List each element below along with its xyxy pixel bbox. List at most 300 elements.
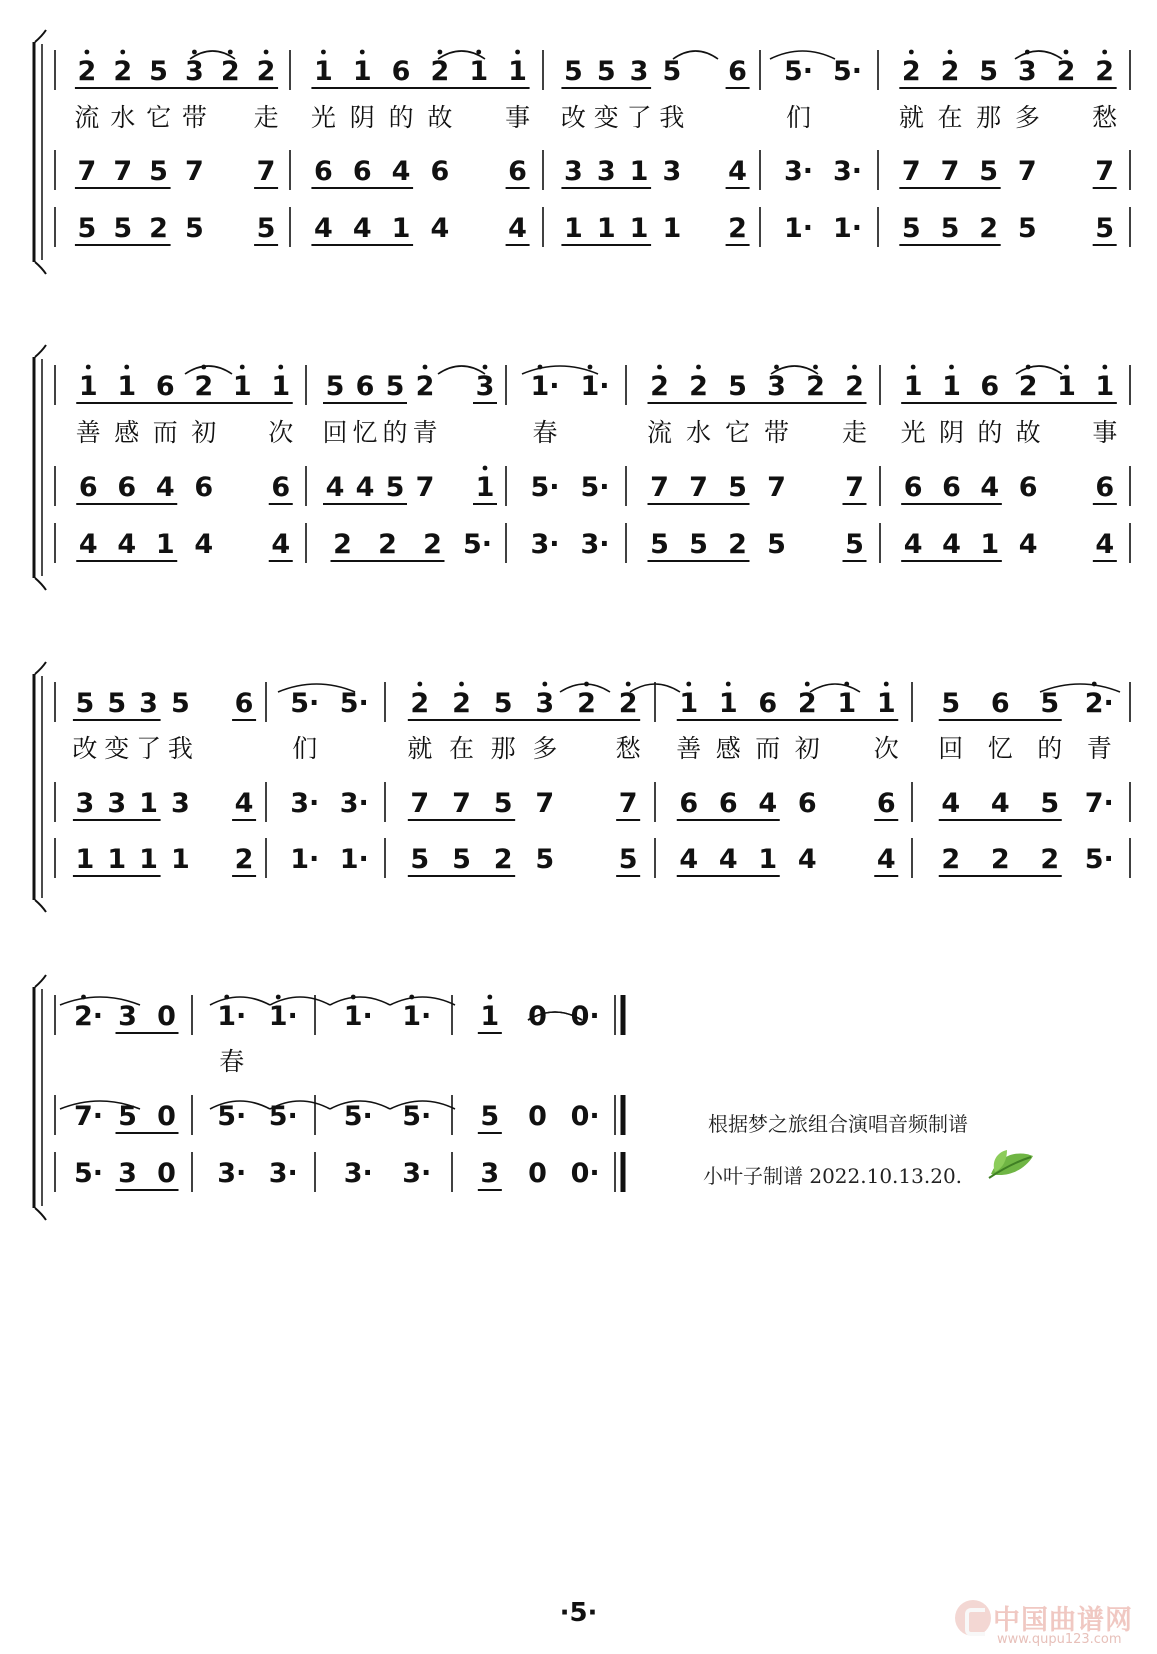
note: 1 (139, 844, 158, 875)
note: 5 (1095, 213, 1115, 244)
note: 5 (689, 529, 708, 560)
note: 5 (385, 472, 405, 503)
note: 2 (493, 844, 513, 875)
high-octave-dot (813, 365, 818, 370)
note: 0 (157, 1158, 176, 1189)
high-octave-dot (487, 995, 492, 1000)
note: 5 (185, 213, 204, 244)
note: 7· (1084, 788, 1114, 819)
note: 1 (171, 844, 190, 875)
note: 5 (118, 1101, 137, 1132)
note: 2 (1040, 844, 1060, 875)
note: 4 (758, 788, 778, 819)
note: 5 (113, 213, 133, 244)
note: 6 (990, 688, 1010, 719)
note: 3· (832, 156, 863, 187)
note: 6 (1018, 472, 1038, 503)
note: 5 (979, 156, 999, 187)
note: 5 (325, 371, 345, 402)
note: 4 (1018, 529, 1038, 560)
note: 2 (979, 213, 999, 244)
note: 2 (728, 529, 747, 560)
high-octave-dot (85, 50, 90, 55)
lyric-char: 愁 (1092, 103, 1118, 132)
note: 3· (530, 529, 560, 560)
note: 7 (618, 788, 638, 819)
note: 7 (113, 156, 133, 187)
note: 1 (469, 56, 489, 87)
note: 5 (979, 56, 999, 87)
note: 6 (758, 688, 778, 719)
lyric-char: 带 (181, 103, 207, 132)
lyric-char: 回 (322, 418, 348, 447)
high-octave-dot (949, 365, 954, 370)
note: 4 (876, 844, 896, 875)
note: 3· (343, 1158, 373, 1189)
high-octave-dot (852, 365, 857, 370)
note: 1 (629, 156, 649, 187)
high-octave-dot (423, 365, 428, 370)
lyric-char: 春 (532, 418, 558, 447)
note: 1· (268, 1001, 298, 1032)
bracket-hook (35, 975, 46, 987)
note: 5 (452, 844, 471, 875)
high-octave-dot (483, 466, 488, 471)
note: 3 (535, 688, 555, 719)
note: 5 (410, 844, 430, 875)
note: 5 (149, 156, 168, 187)
note: 1 (78, 371, 98, 402)
note: 5 (149, 56, 168, 87)
note: 5 (650, 529, 669, 560)
high-octave-dot (588, 365, 593, 370)
high-octave-dot (911, 365, 916, 370)
note: 6 (903, 472, 923, 503)
note: 2 (220, 56, 240, 87)
lyric-char: 光 (310, 103, 336, 132)
note: 4 (980, 472, 1000, 503)
high-octave-dot (1102, 365, 1107, 370)
lyric-char: 的 (382, 418, 408, 447)
note: 3· (580, 529, 610, 560)
note: 3 (1017, 56, 1037, 87)
note: 1· (530, 371, 560, 402)
lyric-char: 变 (104, 734, 130, 763)
note: 0 (528, 1101, 547, 1132)
note: 3· (783, 156, 814, 187)
lyric-char: 事 (505, 103, 531, 132)
note: 3· (402, 1158, 432, 1189)
lyric-char: 水 (110, 103, 136, 132)
note: 3 (118, 1158, 137, 1189)
lyric-char: 次 (873, 734, 899, 763)
lyric-char: 它 (724, 418, 751, 447)
lyric-char: 了 (626, 103, 652, 132)
note: 5 (480, 1101, 500, 1132)
lyric-char: 初 (794, 734, 820, 763)
note: 6 (718, 788, 738, 819)
note: 5 (618, 844, 638, 875)
note: 2· (1084, 688, 1114, 719)
note: 5 (535, 844, 555, 875)
note: 2 (901, 56, 921, 87)
note: 1· (217, 1001, 247, 1032)
note: 5 (77, 213, 97, 244)
note: 4 (194, 529, 214, 560)
note: 7 (452, 788, 471, 819)
note: 5 (256, 213, 276, 244)
note: 5· (1084, 844, 1114, 875)
note: 3 (171, 788, 190, 819)
note: 4 (990, 788, 1010, 819)
note: 5 (1017, 213, 1037, 244)
note: 1 (903, 371, 923, 402)
note: 6 (352, 156, 372, 187)
lyric-char: 初 (191, 418, 217, 447)
note: 5 (1040, 788, 1060, 819)
bracket-hook (35, 262, 46, 274)
note: 4 (271, 529, 291, 560)
high-octave-dot (626, 682, 631, 687)
lyric-char: 就 (407, 734, 433, 763)
note: 7 (901, 156, 921, 187)
note: 6 (430, 156, 450, 187)
watermark (955, 1598, 1155, 1650)
note: 2 (77, 56, 97, 87)
note: 6 (980, 371, 1000, 402)
lyric-char: 的 (1037, 734, 1063, 763)
note: 6 (797, 788, 817, 819)
note: 1 (942, 371, 961, 402)
high-octave-dot (438, 50, 443, 55)
note: 2 (618, 688, 638, 719)
note: 4 (679, 844, 699, 875)
note: 3 (475, 371, 495, 402)
note: 7 (940, 156, 960, 187)
note: 1 (475, 472, 495, 503)
note: 1 (314, 56, 333, 87)
high-octave-dot (120, 50, 125, 55)
note: 5 (493, 688, 513, 719)
note: 7 (77, 156, 97, 187)
high-octave-dot (948, 50, 953, 55)
note: 2 (113, 56, 133, 87)
note: 1 (232, 371, 252, 402)
note: 7 (1095, 156, 1115, 187)
note: 3 (596, 156, 616, 187)
note: 4 (430, 213, 450, 244)
note: 2 (1095, 56, 1115, 87)
lyric-char: 青 (1086, 734, 1112, 763)
note: 2 (234, 844, 254, 875)
note: 5· (217, 1101, 247, 1132)
note: 5 (728, 371, 747, 402)
note: 2 (650, 371, 669, 402)
page-number: ·5· (559, 1598, 598, 1628)
note: 2 (990, 844, 1010, 875)
lyric-char: 我 (167, 734, 193, 763)
high-octave-dot (1064, 365, 1069, 370)
note: 2 (728, 213, 747, 244)
note: 5· (530, 472, 560, 503)
note: 1· (580, 371, 610, 402)
note: 6 (876, 788, 896, 819)
note: 6 (117, 472, 137, 503)
lyric-char: 回 (938, 734, 964, 763)
note: 3· (339, 788, 369, 819)
note: 6 (391, 56, 411, 87)
note: 7 (650, 472, 669, 503)
note: 5 (767, 529, 786, 560)
note: 6 (314, 156, 333, 187)
lyric-char: 感 (715, 734, 741, 763)
note: 5 (493, 788, 513, 819)
high-octave-dot (321, 50, 326, 55)
note: 5· (783, 56, 814, 87)
lyric-char: 故 (427, 103, 453, 132)
note: 5 (662, 56, 682, 87)
note: 1· (339, 844, 369, 875)
note: 7 (415, 472, 435, 503)
note: 1 (271, 371, 291, 402)
lyric-char: 改 (72, 734, 98, 763)
lyric-char: 的 (977, 418, 1003, 447)
note: 4 (325, 472, 345, 503)
lyric-char: 多 (1014, 103, 1040, 132)
lyric-char: 春 (219, 1047, 245, 1076)
high-octave-dot (1102, 50, 1107, 55)
watermark-url: www.qupu123.com (997, 1632, 1122, 1647)
lyric-char: 变 (593, 103, 619, 132)
note: 1 (980, 529, 1000, 560)
note: 3· (217, 1158, 247, 1189)
note: 2 (410, 688, 430, 719)
bracket-hook (35, 900, 46, 912)
lyric-char: 们 (292, 734, 318, 763)
note: 3 (480, 1158, 500, 1189)
note: 7 (185, 156, 204, 187)
lyric-char: 走 (253, 103, 279, 132)
note: 5 (596, 56, 616, 87)
note: 2 (806, 371, 825, 402)
note: 5· (580, 472, 610, 503)
note: 3 (629, 56, 649, 87)
note: 5 (941, 688, 961, 719)
note: 3 (564, 156, 583, 187)
note: 1· (343, 1001, 373, 1032)
note: 6 (942, 472, 961, 503)
watermark-text: 中国曲谱网 (993, 1605, 1133, 1636)
note: 2 (845, 371, 864, 402)
high-octave-dot (240, 365, 245, 370)
note: 1 (837, 688, 857, 719)
lyric-char: 那 (490, 734, 516, 763)
note: 4 (942, 529, 961, 560)
note: 7 (256, 156, 276, 187)
note: 4 (1095, 529, 1115, 560)
high-octave-dot (686, 682, 691, 687)
note: 3 (107, 788, 127, 819)
note: 3 (662, 156, 682, 187)
lyric-char: 愁 (615, 734, 641, 763)
note: 1 (75, 844, 95, 875)
lyric-char: 改 (560, 103, 586, 132)
lyric-char: 的 (388, 103, 414, 132)
note: 5 (171, 688, 190, 719)
note: 0· (570, 1001, 600, 1032)
lyric-char: 事 (1092, 418, 1118, 447)
high-octave-dot (483, 365, 488, 370)
note: 2 (378, 529, 397, 560)
note: 1 (117, 371, 137, 402)
note: 6 (194, 472, 214, 503)
note: 0 (157, 1101, 176, 1132)
high-octave-dot (884, 682, 889, 687)
note: 7 (689, 472, 708, 503)
note: 0· (570, 1101, 600, 1132)
note: 4 (391, 156, 411, 187)
note: 1· (783, 213, 814, 244)
note: 5· (339, 688, 369, 719)
note: 2 (797, 688, 817, 719)
bracket-hook (35, 1208, 46, 1220)
lyric-char: 阴 (938, 418, 965, 447)
note: 7 (410, 788, 430, 819)
note: 5 (901, 213, 921, 244)
high-octave-dot (774, 365, 779, 370)
note: 4 (941, 788, 961, 819)
lyric-char: 在 (448, 734, 475, 763)
lyric-char: 它 (146, 103, 172, 132)
note: 2 (415, 371, 435, 402)
note: 6 (78, 472, 98, 503)
note: 0 (528, 1001, 547, 1032)
note: 5· (832, 56, 863, 87)
note: 4 (728, 156, 747, 187)
note: 4 (117, 529, 137, 560)
note: 5· (268, 1101, 298, 1132)
high-octave-dot (124, 365, 129, 370)
note: 6 (271, 472, 291, 503)
note: 6 (508, 156, 527, 187)
note: 4 (508, 213, 527, 244)
note: 4 (78, 529, 98, 560)
note: 5 (564, 56, 583, 87)
note: 4 (355, 472, 375, 503)
note: 5· (290, 688, 320, 719)
lyric-char: 了 (136, 734, 162, 763)
lyric-char: 而 (152, 418, 178, 447)
high-octave-dot (459, 682, 464, 687)
bracket-hook (35, 30, 46, 42)
note: 5 (728, 472, 747, 503)
note: 3· (268, 1158, 298, 1189)
note: 2 (689, 371, 708, 402)
note: 6 (679, 788, 699, 819)
lyric-char: 就 (898, 103, 924, 132)
note: 7 (767, 472, 786, 503)
note: 5· (343, 1101, 373, 1132)
note: 2 (1018, 371, 1038, 402)
lyric-char: 那 (976, 103, 1002, 132)
lyric-char: 阴 (349, 103, 375, 132)
note: 6 (234, 688, 254, 719)
bracket-hook (35, 662, 46, 674)
note: 4 (903, 529, 923, 560)
high-octave-dot (1064, 50, 1069, 55)
note: 1 (679, 688, 699, 719)
note: 0 (528, 1158, 547, 1189)
high-octave-dot (542, 682, 547, 687)
lyric-char: 带 (763, 418, 790, 447)
lyric-char: 流 (74, 103, 100, 132)
high-octave-dot (805, 682, 810, 687)
note: 1 (718, 688, 738, 719)
note: 2 (577, 688, 596, 719)
lyric-char: 故 (1015, 418, 1041, 447)
high-octave-dot (192, 50, 197, 55)
note: 7· (73, 1101, 104, 1132)
high-octave-dot (417, 682, 422, 687)
note: 4 (314, 213, 333, 244)
credit-arranger: 小叶子制谱 2022.10.13.20. (703, 1164, 963, 1188)
lyric-char: 流 (646, 418, 673, 447)
note: 3 (75, 788, 95, 819)
note: 1· (402, 1001, 432, 1032)
high-octave-dot (657, 365, 662, 370)
note: 2· (73, 1001, 104, 1032)
note: 2 (940, 56, 960, 87)
high-octave-dot (86, 365, 91, 370)
lyric-char: 善 (75, 418, 101, 447)
note: 1 (876, 688, 896, 719)
high-octave-dot (515, 50, 520, 55)
lyric-char: 在 (937, 103, 963, 132)
leaf-icon (985, 1148, 1037, 1182)
note: 1 (352, 56, 372, 87)
note: 3 (139, 688, 158, 719)
note: 5 (845, 529, 864, 560)
note: 4 (234, 788, 254, 819)
note: 2 (941, 844, 961, 875)
note: 1 (1095, 371, 1115, 402)
note: 6 (355, 371, 375, 402)
note: 0· (570, 1158, 600, 1189)
high-octave-dot (278, 365, 283, 370)
note: 5 (107, 688, 127, 719)
note: 1 (107, 844, 127, 875)
note: 1· (832, 213, 863, 244)
note: 3· (290, 788, 320, 819)
note: 6 (728, 56, 747, 87)
high-octave-dot (909, 50, 914, 55)
high-octave-dot (696, 365, 701, 370)
note: 7 (535, 788, 555, 819)
note: 1 (758, 844, 778, 875)
lyric-char: 走 (841, 418, 868, 447)
note: 2 (194, 371, 214, 402)
note: 4 (352, 213, 372, 244)
note: 1 (508, 56, 527, 87)
note: 1 (480, 1001, 500, 1032)
lyric-char: 们 (785, 103, 812, 132)
note: 1 (1057, 371, 1076, 402)
high-octave-dot (228, 50, 233, 55)
note: 7 (1017, 156, 1037, 187)
note: 4 (797, 844, 817, 875)
note: 3 (767, 371, 786, 402)
note: 1 (596, 213, 616, 244)
